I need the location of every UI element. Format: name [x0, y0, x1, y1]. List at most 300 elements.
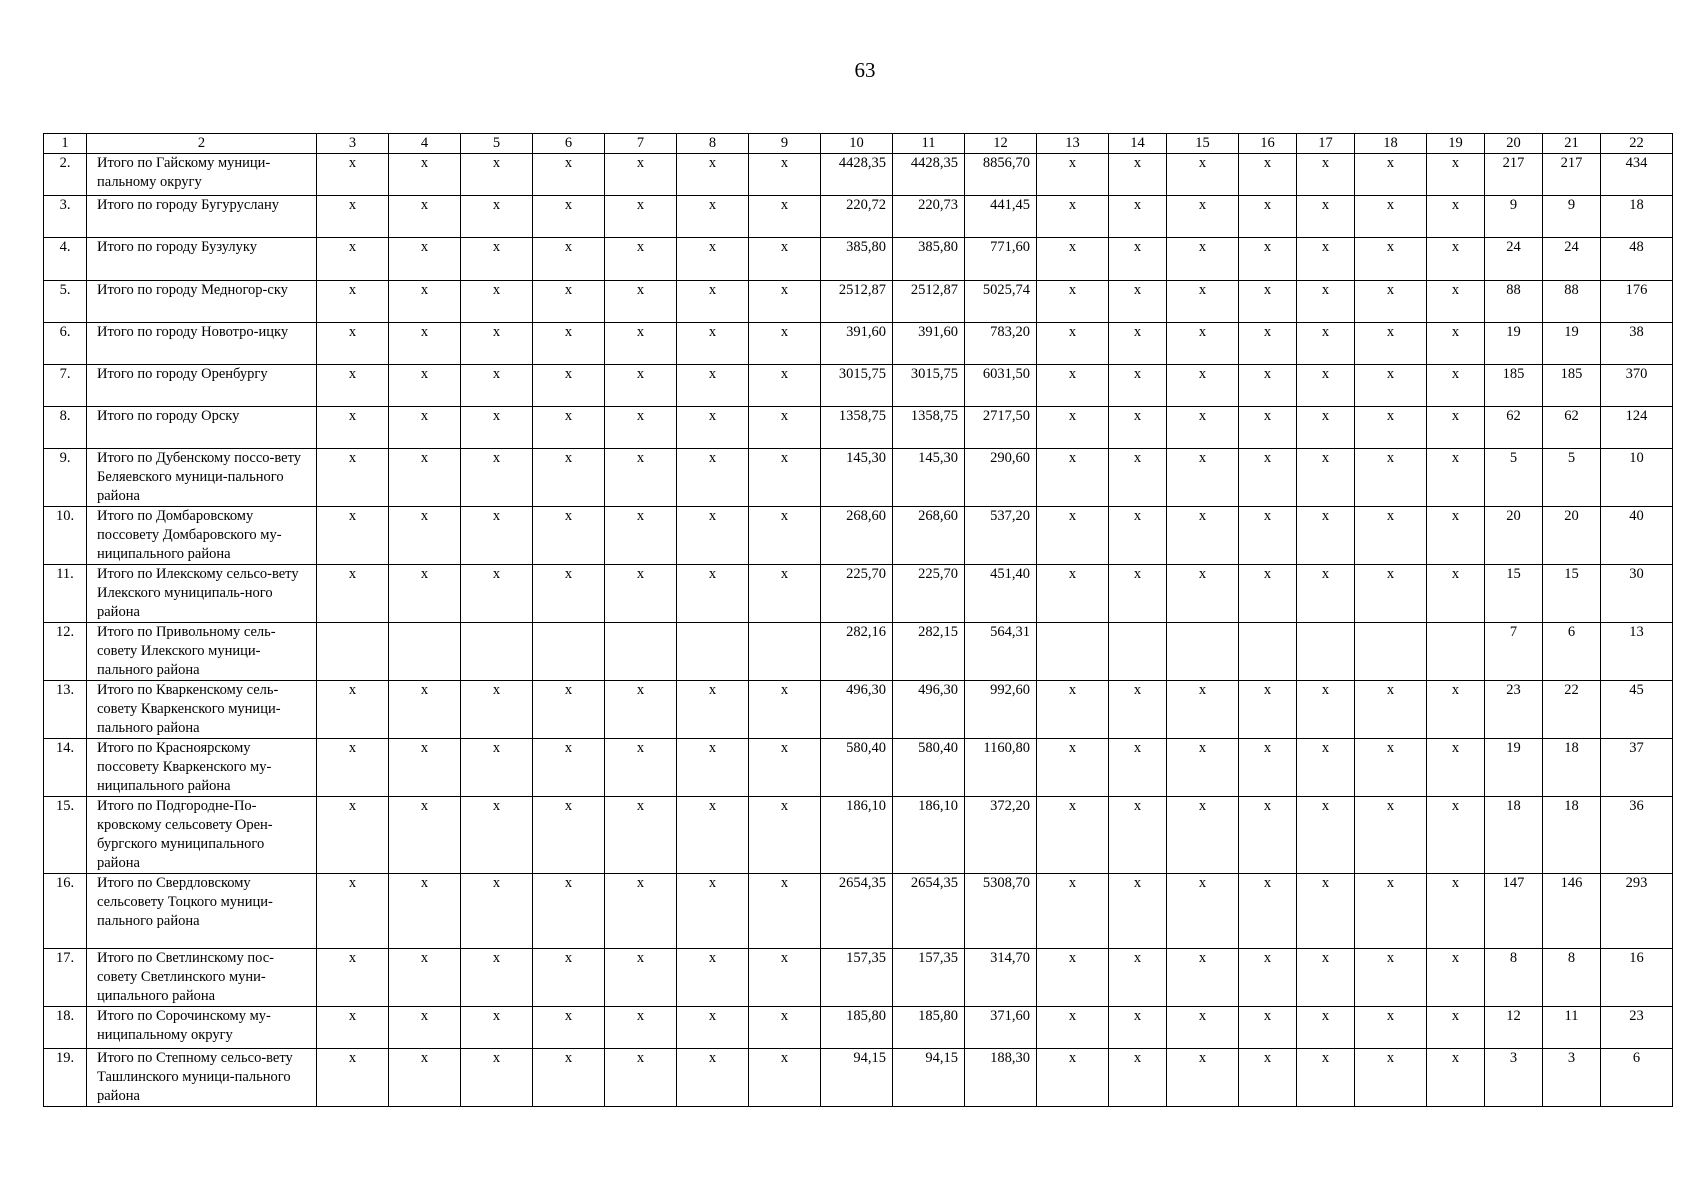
marker-cell-col-5: x: [461, 797, 533, 874]
marker-cell-col-19: x: [1427, 449, 1485, 507]
value-cell-col-11: 157,35: [893, 949, 965, 1007]
value-cell-col-12: 441,45: [965, 196, 1037, 238]
value-cell-col-22: 13: [1601, 623, 1673, 681]
marker-cell-col-4: x: [389, 797, 461, 874]
value-cell-col-11: 94,15: [893, 1049, 965, 1107]
value-cell-col-12: 451,40: [965, 565, 1037, 623]
column-header-4: 4: [389, 134, 461, 154]
marker-cell-col-18: x: [1355, 449, 1427, 507]
marker-cell-col-4: x: [389, 739, 461, 797]
value-cell-col-12: 6031,50: [965, 365, 1037, 407]
marker-cell-col-14: x: [1109, 949, 1167, 1007]
row-name-cell: Итого по городу Медногор-ску: [87, 281, 317, 323]
marker-cell-col-4: x: [389, 281, 461, 323]
marker-cell-col-8: x: [677, 874, 749, 949]
value-cell-col-11: 225,70: [893, 565, 965, 623]
value-cell-col-22: 370: [1601, 365, 1673, 407]
column-header-15: 15: [1167, 134, 1239, 154]
marker-cell-col-7: x: [605, 565, 677, 623]
table-row: [44, 565, 1673, 623]
marker-cell-col-18: x: [1355, 874, 1427, 949]
value-cell-col-22: 36: [1601, 797, 1673, 874]
row-number-cell: 5.: [44, 281, 87, 323]
marker-cell-col-7: [605, 623, 677, 681]
row-number-cell: 6.: [44, 323, 87, 365]
marker-cell-col-15: x: [1167, 565, 1239, 623]
marker-cell-col-13: x: [1037, 874, 1109, 949]
value-cell-col-10: 3015,75: [821, 365, 893, 407]
marker-cell-col-9: x: [749, 449, 821, 507]
value-cell-col-20: 23: [1485, 681, 1543, 739]
marker-cell-col-13: x: [1037, 365, 1109, 407]
marker-cell-col-8: x: [677, 565, 749, 623]
value-cell-col-12: 371,60: [965, 1007, 1037, 1049]
marker-cell-col-16: x: [1239, 196, 1297, 238]
header-row: [44, 134, 1673, 154]
value-cell-col-10: 282,16: [821, 623, 893, 681]
value-cell-col-10: 2512,87: [821, 281, 893, 323]
marker-cell-col-7: x: [605, 449, 677, 507]
marker-cell-col-14: x: [1109, 1049, 1167, 1107]
column-header-1: 1: [44, 134, 87, 154]
value-cell-col-22: 16: [1601, 949, 1673, 1007]
table-row: [44, 196, 1673, 238]
value-cell-col-12: 771,60: [965, 238, 1037, 281]
marker-cell-col-3: x: [317, 1049, 389, 1107]
row-number-cell: 16.: [44, 874, 87, 949]
table-row: [44, 238, 1673, 281]
table-row: [44, 797, 1673, 874]
value-cell-col-20: 15: [1485, 565, 1543, 623]
marker-cell-col-5: x: [461, 507, 533, 565]
marker-cell-col-6: x: [533, 1049, 605, 1107]
row-name-cell: Итого по Красноярскому поссовету Кваркенского му-ниципального района: [87, 739, 317, 797]
marker-cell-col-7: x: [605, 323, 677, 365]
marker-cell-col-18: x: [1355, 281, 1427, 323]
marker-cell-col-18: x: [1355, 1049, 1427, 1107]
marker-cell-col-17: x: [1297, 797, 1355, 874]
marker-cell-col-5: x: [461, 196, 533, 238]
value-cell-col-20: 19: [1485, 739, 1543, 797]
marker-cell-col-6: x: [533, 874, 605, 949]
marker-cell-col-5: x: [461, 154, 533, 196]
row-name-cell: Итого по Привольному сель-совету Илекского муници-пального района: [87, 623, 317, 681]
marker-cell-col-15: x: [1167, 154, 1239, 196]
marker-cell-col-9: x: [749, 739, 821, 797]
marker-cell-col-8: x: [677, 739, 749, 797]
marker-cell-col-13: x: [1037, 1049, 1109, 1107]
value-cell-col-12: 314,70: [965, 949, 1037, 1007]
marker-cell-col-8: x: [677, 949, 749, 1007]
marker-cell-col-14: x: [1109, 681, 1167, 739]
marker-cell-col-16: x: [1239, 281, 1297, 323]
value-cell-col-21: 217: [1543, 154, 1601, 196]
marker-cell-col-6: x: [533, 797, 605, 874]
marker-cell-col-8: x: [677, 1007, 749, 1049]
marker-cell-col-19: x: [1427, 196, 1485, 238]
marker-cell-col-19: x: [1427, 365, 1485, 407]
value-cell-col-22: 10: [1601, 449, 1673, 507]
marker-cell-col-7: x: [605, 507, 677, 565]
marker-cell-col-18: [1355, 623, 1427, 681]
marker-cell-col-17: x: [1297, 154, 1355, 196]
marker-cell-col-3: x: [317, 407, 389, 449]
marker-cell-col-4: x: [389, 1007, 461, 1049]
value-cell-col-22: 40: [1601, 507, 1673, 565]
table-row: [44, 323, 1673, 365]
value-cell-col-20: 185: [1485, 365, 1543, 407]
marker-cell-col-8: x: [677, 365, 749, 407]
marker-cell-col-19: x: [1427, 797, 1485, 874]
column-header-6: 6: [533, 134, 605, 154]
marker-cell-col-19: [1427, 623, 1485, 681]
value-cell-col-22: 293: [1601, 874, 1673, 949]
marker-cell-col-13: x: [1037, 449, 1109, 507]
marker-cell-col-5: [461, 623, 533, 681]
marker-cell-col-6: x: [533, 949, 605, 1007]
row-name-cell: Итого по Кваркенскому сель-совету Кваркенского муници-пального района: [87, 681, 317, 739]
marker-cell-col-5: x: [461, 449, 533, 507]
marker-cell-col-15: x: [1167, 323, 1239, 365]
row-name-cell: Итого по Свердловскому сельсовету Тоцкого муници-пального района: [87, 874, 317, 949]
marker-cell-col-7: x: [605, 196, 677, 238]
marker-cell-col-15: x: [1167, 507, 1239, 565]
marker-cell-col-16: x: [1239, 565, 1297, 623]
value-cell-col-10: 268,60: [821, 507, 893, 565]
column-header-5: 5: [461, 134, 533, 154]
marker-cell-col-3: x: [317, 1007, 389, 1049]
value-cell-col-10: 157,35: [821, 949, 893, 1007]
marker-cell-col-4: x: [389, 323, 461, 365]
marker-cell-col-18: x: [1355, 1007, 1427, 1049]
row-number-cell: 15.: [44, 797, 87, 874]
marker-cell-col-4: x: [389, 1049, 461, 1107]
marker-cell-col-15: x: [1167, 1007, 1239, 1049]
row-number-cell: 7.: [44, 365, 87, 407]
marker-cell-col-9: x: [749, 407, 821, 449]
marker-cell-col-17: x: [1297, 739, 1355, 797]
table-row: [44, 874, 1673, 949]
marker-cell-col-19: x: [1427, 238, 1485, 281]
value-cell-col-21: 22: [1543, 681, 1601, 739]
marker-cell-col-17: x: [1297, 874, 1355, 949]
marker-cell-col-4: x: [389, 196, 461, 238]
value-cell-col-21: 62: [1543, 407, 1601, 449]
marker-cell-col-7: x: [605, 797, 677, 874]
value-cell-col-11: 1358,75: [893, 407, 965, 449]
table-row: [44, 949, 1673, 1007]
row-number-cell: 19.: [44, 1049, 87, 1107]
marker-cell-col-4: x: [389, 874, 461, 949]
table-row: [44, 507, 1673, 565]
marker-cell-col-17: x: [1297, 407, 1355, 449]
marker-cell-col-3: x: [317, 797, 389, 874]
marker-cell-col-15: x: [1167, 196, 1239, 238]
marker-cell-col-3: x: [317, 365, 389, 407]
marker-cell-col-16: [1239, 623, 1297, 681]
marker-cell-col-5: x: [461, 281, 533, 323]
value-cell-col-21: 15: [1543, 565, 1601, 623]
row-name-cell: Итого по Степному сельсо-вету Ташлинского муници-пального района: [87, 1049, 317, 1107]
marker-cell-col-4: x: [389, 154, 461, 196]
column-header-17: 17: [1297, 134, 1355, 154]
marker-cell-col-3: x: [317, 739, 389, 797]
marker-cell-col-14: x: [1109, 365, 1167, 407]
value-cell-col-12: 992,60: [965, 681, 1037, 739]
marker-cell-col-15: x: [1167, 238, 1239, 281]
marker-cell-col-16: x: [1239, 154, 1297, 196]
marker-cell-col-19: x: [1427, 874, 1485, 949]
marker-cell-col-6: x: [533, 681, 605, 739]
value-cell-col-10: 186,10: [821, 797, 893, 874]
marker-cell-col-19: x: [1427, 949, 1485, 1007]
marker-cell-col-3: x: [317, 281, 389, 323]
marker-cell-col-18: x: [1355, 507, 1427, 565]
value-cell-col-22: 124: [1601, 407, 1673, 449]
table-row: [44, 623, 1673, 681]
row-number-cell: 14.: [44, 739, 87, 797]
marker-cell-col-9: x: [749, 281, 821, 323]
value-cell-col-10: 220,72: [821, 196, 893, 238]
marker-cell-col-9: x: [749, 196, 821, 238]
marker-cell-col-6: x: [533, 565, 605, 623]
value-cell-col-12: 537,20: [965, 507, 1037, 565]
value-cell-col-20: 217: [1485, 154, 1543, 196]
table-row: [44, 449, 1673, 507]
row-name-cell: Итого по городу Оренбургу: [87, 365, 317, 407]
marker-cell-col-19: x: [1427, 407, 1485, 449]
column-header-21: 21: [1543, 134, 1601, 154]
value-cell-col-11: 580,40: [893, 739, 965, 797]
marker-cell-col-9: x: [749, 681, 821, 739]
marker-cell-col-4: x: [389, 238, 461, 281]
column-header-7: 7: [605, 134, 677, 154]
value-cell-col-20: 24: [1485, 238, 1543, 281]
marker-cell-col-5: x: [461, 238, 533, 281]
marker-cell-col-14: x: [1109, 238, 1167, 281]
row-number-cell: 4.: [44, 238, 87, 281]
marker-cell-col-7: x: [605, 1007, 677, 1049]
marker-cell-col-13: x: [1037, 196, 1109, 238]
marker-cell-col-3: x: [317, 154, 389, 196]
value-cell-col-11: 282,15: [893, 623, 965, 681]
marker-cell-col-14: x: [1109, 154, 1167, 196]
value-cell-col-20: 18: [1485, 797, 1543, 874]
marker-cell-col-17: x: [1297, 1049, 1355, 1107]
marker-cell-col-6: x: [533, 238, 605, 281]
column-header-2: 2: [87, 134, 317, 154]
marker-cell-col-16: x: [1239, 507, 1297, 565]
marker-cell-col-5: x: [461, 739, 533, 797]
value-cell-col-22: 434: [1601, 154, 1673, 196]
marker-cell-col-8: x: [677, 154, 749, 196]
value-cell-col-12: 8856,70: [965, 154, 1037, 196]
marker-cell-col-17: x: [1297, 507, 1355, 565]
marker-cell-col-16: x: [1239, 797, 1297, 874]
column-header-13: 13: [1037, 134, 1109, 154]
marker-cell-col-8: x: [677, 797, 749, 874]
marker-cell-col-5: x: [461, 323, 533, 365]
marker-cell-col-3: x: [317, 238, 389, 281]
value-cell-col-12: 1160,80: [965, 739, 1037, 797]
column-header-9: 9: [749, 134, 821, 154]
value-cell-col-21: 8: [1543, 949, 1601, 1007]
value-cell-col-22: 18: [1601, 196, 1673, 238]
marker-cell-col-5: x: [461, 681, 533, 739]
marker-cell-col-19: x: [1427, 681, 1485, 739]
marker-cell-col-14: x: [1109, 797, 1167, 874]
column-header-3: 3: [317, 134, 389, 154]
column-header-12: 12: [965, 134, 1037, 154]
marker-cell-col-6: [533, 623, 605, 681]
value-cell-col-10: 496,30: [821, 681, 893, 739]
page-number: 63: [854, 58, 876, 82]
marker-cell-col-17: x: [1297, 681, 1355, 739]
value-cell-col-11: 186,10: [893, 797, 965, 874]
row-name-cell: Итого по Домбаровскому поссовету Домбаровского му-ниципального района: [87, 507, 317, 565]
marker-cell-col-17: x: [1297, 238, 1355, 281]
marker-cell-col-18: x: [1355, 739, 1427, 797]
value-cell-col-20: 7: [1485, 623, 1543, 681]
value-cell-col-21: 11: [1543, 1007, 1601, 1049]
row-name-cell: Итого по Гайскому муници-пальному округу: [87, 154, 317, 196]
marker-cell-col-7: x: [605, 681, 677, 739]
column-header-22: 22: [1601, 134, 1673, 154]
value-cell-col-10: 185,80: [821, 1007, 893, 1049]
value-cell-col-12: 372,20: [965, 797, 1037, 874]
value-cell-col-11: 3015,75: [893, 365, 965, 407]
value-cell-col-21: 18: [1543, 739, 1601, 797]
row-name-cell: Итого по Илекскому сельсо-вету Илекского муниципаль-ного района: [87, 565, 317, 623]
marker-cell-col-4: x: [389, 365, 461, 407]
value-cell-col-12: 564,31: [965, 623, 1037, 681]
value-cell-col-10: 391,60: [821, 323, 893, 365]
column-header-8: 8: [677, 134, 749, 154]
marker-cell-col-9: x: [749, 1007, 821, 1049]
marker-cell-col-15: x: [1167, 949, 1239, 1007]
row-number-cell: 9.: [44, 449, 87, 507]
value-cell-col-10: 94,15: [821, 1049, 893, 1107]
value-cell-col-12: 5025,74: [965, 281, 1037, 323]
marker-cell-col-19: x: [1427, 323, 1485, 365]
value-cell-col-12: 5308,70: [965, 874, 1037, 949]
marker-cell-col-4: x: [389, 949, 461, 1007]
marker-cell-col-17: x: [1297, 949, 1355, 1007]
marker-cell-col-18: x: [1355, 196, 1427, 238]
marker-cell-col-14: x: [1109, 281, 1167, 323]
marker-cell-col-15: x: [1167, 739, 1239, 797]
marker-cell-col-19: x: [1427, 154, 1485, 196]
marker-cell-col-5: x: [461, 365, 533, 407]
row-number-cell: 10.: [44, 507, 87, 565]
marker-cell-col-9: x: [749, 1049, 821, 1107]
marker-cell-col-13: x: [1037, 407, 1109, 449]
column-header-20: 20: [1485, 134, 1543, 154]
value-cell-col-20: 88: [1485, 281, 1543, 323]
marker-cell-col-6: x: [533, 407, 605, 449]
marker-cell-col-6: x: [533, 449, 605, 507]
value-cell-col-21: 88: [1543, 281, 1601, 323]
value-cell-col-11: 2512,87: [893, 281, 965, 323]
column-header-10: 10: [821, 134, 893, 154]
marker-cell-col-7: x: [605, 154, 677, 196]
value-cell-col-21: 6: [1543, 623, 1601, 681]
marker-cell-col-19: x: [1427, 1007, 1485, 1049]
marker-cell-col-4: x: [389, 681, 461, 739]
marker-cell-col-17: [1297, 623, 1355, 681]
table-row: [44, 1049, 1673, 1107]
value-cell-col-10: 1358,75: [821, 407, 893, 449]
row-number-cell: 3.: [44, 196, 87, 238]
table-row: [44, 681, 1673, 739]
marker-cell-col-17: x: [1297, 196, 1355, 238]
marker-cell-col-13: x: [1037, 797, 1109, 874]
marker-cell-col-16: x: [1239, 238, 1297, 281]
marker-cell-col-18: x: [1355, 797, 1427, 874]
table-row: [44, 365, 1673, 407]
value-cell-col-20: 3: [1485, 1049, 1543, 1107]
column-header-18: 18: [1355, 134, 1427, 154]
marker-cell-col-13: x: [1037, 281, 1109, 323]
row-name-cell: Итого по Сорочинскому му-ниципальному округу: [87, 1007, 317, 1049]
value-cell-col-22: 6: [1601, 1049, 1673, 1107]
value-cell-col-12: 290,60: [965, 449, 1037, 507]
marker-cell-col-16: x: [1239, 949, 1297, 1007]
data-table: [43, 133, 1673, 1107]
marker-cell-col-15: x: [1167, 681, 1239, 739]
marker-cell-col-9: x: [749, 565, 821, 623]
row-number-cell: 18.: [44, 1007, 87, 1049]
marker-cell-col-13: x: [1037, 949, 1109, 1007]
value-cell-col-21: 3: [1543, 1049, 1601, 1107]
marker-cell-col-15: x: [1167, 449, 1239, 507]
marker-cell-col-5: x: [461, 874, 533, 949]
marker-cell-col-14: x: [1109, 323, 1167, 365]
value-cell-col-21: 5: [1543, 449, 1601, 507]
marker-cell-col-7: x: [605, 365, 677, 407]
marker-cell-col-7: x: [605, 407, 677, 449]
marker-cell-col-13: x: [1037, 323, 1109, 365]
marker-cell-col-18: x: [1355, 681, 1427, 739]
marker-cell-col-16: x: [1239, 407, 1297, 449]
marker-cell-col-15: x: [1167, 1049, 1239, 1107]
value-cell-col-12: 188,30: [965, 1049, 1037, 1107]
marker-cell-col-18: x: [1355, 407, 1427, 449]
value-cell-col-10: 580,40: [821, 739, 893, 797]
value-cell-col-10: 385,80: [821, 238, 893, 281]
marker-cell-col-16: x: [1239, 1049, 1297, 1107]
marker-cell-col-18: x: [1355, 238, 1427, 281]
marker-cell-col-14: x: [1109, 1007, 1167, 1049]
marker-cell-col-14: x: [1109, 196, 1167, 238]
marker-cell-col-7: x: [605, 1049, 677, 1107]
value-cell-col-11: 2654,35: [893, 874, 965, 949]
value-cell-col-20: 12: [1485, 1007, 1543, 1049]
marker-cell-col-8: x: [677, 238, 749, 281]
row-name-cell: Итого по городу Бузулуку: [87, 238, 317, 281]
marker-cell-col-17: x: [1297, 281, 1355, 323]
marker-cell-col-19: x: [1427, 281, 1485, 323]
value-cell-col-21: 18: [1543, 797, 1601, 874]
value-cell-col-22: 38: [1601, 323, 1673, 365]
marker-cell-col-8: x: [677, 407, 749, 449]
marker-cell-col-7: x: [605, 949, 677, 1007]
value-cell-col-20: 19: [1485, 323, 1543, 365]
marker-cell-col-18: x: [1355, 949, 1427, 1007]
marker-cell-col-19: x: [1427, 565, 1485, 623]
row-name-cell: Итого по городу Новотро-ицку: [87, 323, 317, 365]
value-cell-col-10: 2654,35: [821, 874, 893, 949]
